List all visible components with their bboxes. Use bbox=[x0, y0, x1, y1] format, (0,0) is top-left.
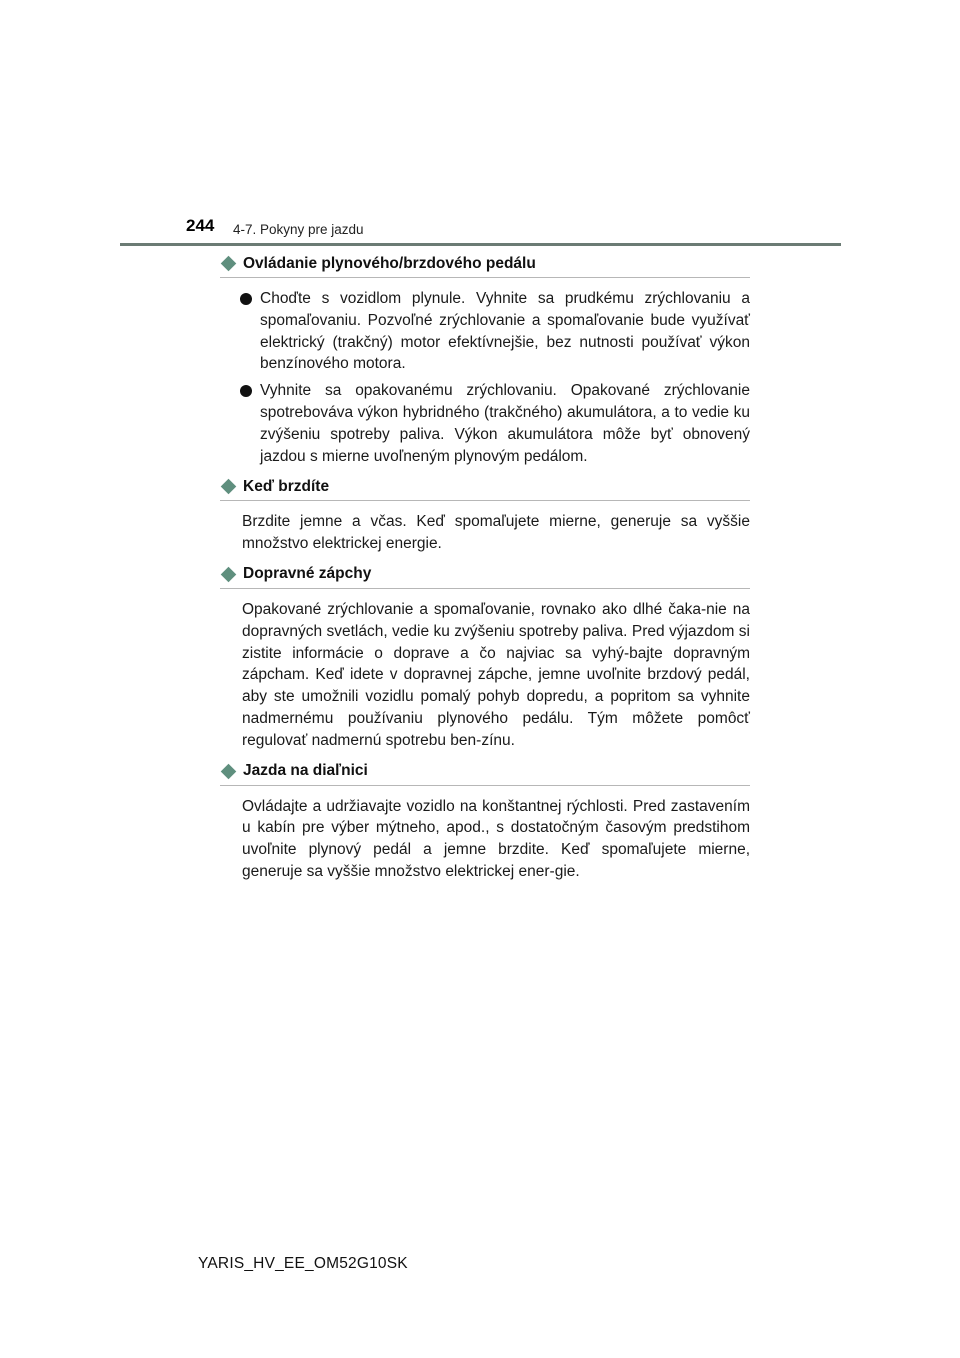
list-item-text: Vyhnite sa opakovanému zrýchlovaniu. Opakované zrýchlovanie spotrebováva výkon hybridného (trakčného) akumulátora, a to vedie ku zvýšeniu spotreby paliva. Výkon akumulátora môže byť obnovený jazdou s mierne uvoľneným plynovým pedálom. bbox=[260, 382, 750, 465]
diamond-icon bbox=[221, 763, 237, 779]
list-item bbox=[220, 288, 750, 375]
bullet-dot-icon bbox=[240, 385, 252, 397]
section-heading-text: Jazda na diaľnici bbox=[243, 762, 368, 780]
page-content bbox=[220, 254, 750, 893]
section-paragraph: Opakované zrýchlovanie a spomaľovanie, rovnako ako dlhé čaka-nie na dopravných svetlách, vedie ku zvýšeniu spotreby paliva. Pred výjazdom si zistite informácie o doprave a čo najviac sa vyhý-bajte dopravným zápcham. Keď idete v dopravnej zápche, jemne uvoľnite brzdový pedál, aby ste umožnili vozidlu pomalý pohyb dopredu, a popritom sa vyhnite nadmernému používaniu plynového pedálu. Tým môžete pomôcť regulovať nadmernú spotrebu ben-zínu. bbox=[242, 600, 750, 749]
section-heading bbox=[220, 762, 750, 786]
section-paragraph: Brzdite jemne a včas. Keď spomaľujete mierne, generuje sa vyššie množstvo elektrickej energie. bbox=[242, 513, 750, 553]
diamond-icon bbox=[221, 479, 237, 495]
section-label: 4-7. Pokyny pre jazdu bbox=[233, 222, 364, 237]
document-code: YARIS_HV_EE_OM52G10SK bbox=[198, 1255, 408, 1272]
diamond-icon bbox=[221, 256, 237, 272]
bullet-dot-icon bbox=[240, 293, 252, 305]
header-rule bbox=[120, 243, 841, 246]
list-item bbox=[220, 380, 750, 467]
bullet-list bbox=[220, 288, 750, 467]
section-heading-text: Dopravné zápchy bbox=[243, 565, 372, 583]
section-paragraph: Ovládajte a udržiavajte vozidlo na konštantnej rýchlosti. Pred zastavením u kabín pre výber mýtneho, apod., s dostatočným časovým predstihom uvoľnite plynový pedál a jemne brzdite. Keď spomaľujete mierne, generuje sa vyššie množstvo elektrickej ener-gie. bbox=[242, 797, 750, 880]
section-heading-text: Ovládanie plynového/brzdového pedálu bbox=[243, 254, 536, 272]
page-number: 244 bbox=[186, 216, 215, 235]
section-highway bbox=[220, 762, 750, 883]
list-item-text: Choďte s vozidlom plynule. Vyhnite sa prudkému zrýchlovaniu a spomaľovaniu. Pozvoľné zrýchlovanie a spomaľovanie bude využívať elektrický (trakčný) motor efektívnejšie, bez nutnosti používať výkon benzínového motora. bbox=[260, 290, 750, 373]
diamond-icon bbox=[221, 567, 237, 583]
section-heading bbox=[220, 254, 750, 278]
section-heading-text: Keď brzdíte bbox=[243, 477, 330, 495]
section-heading bbox=[220, 565, 750, 589]
section-heading bbox=[220, 477, 750, 501]
section-traffic-jams bbox=[220, 565, 750, 752]
section-pedal-control bbox=[220, 254, 750, 467]
section-braking bbox=[220, 477, 750, 555]
